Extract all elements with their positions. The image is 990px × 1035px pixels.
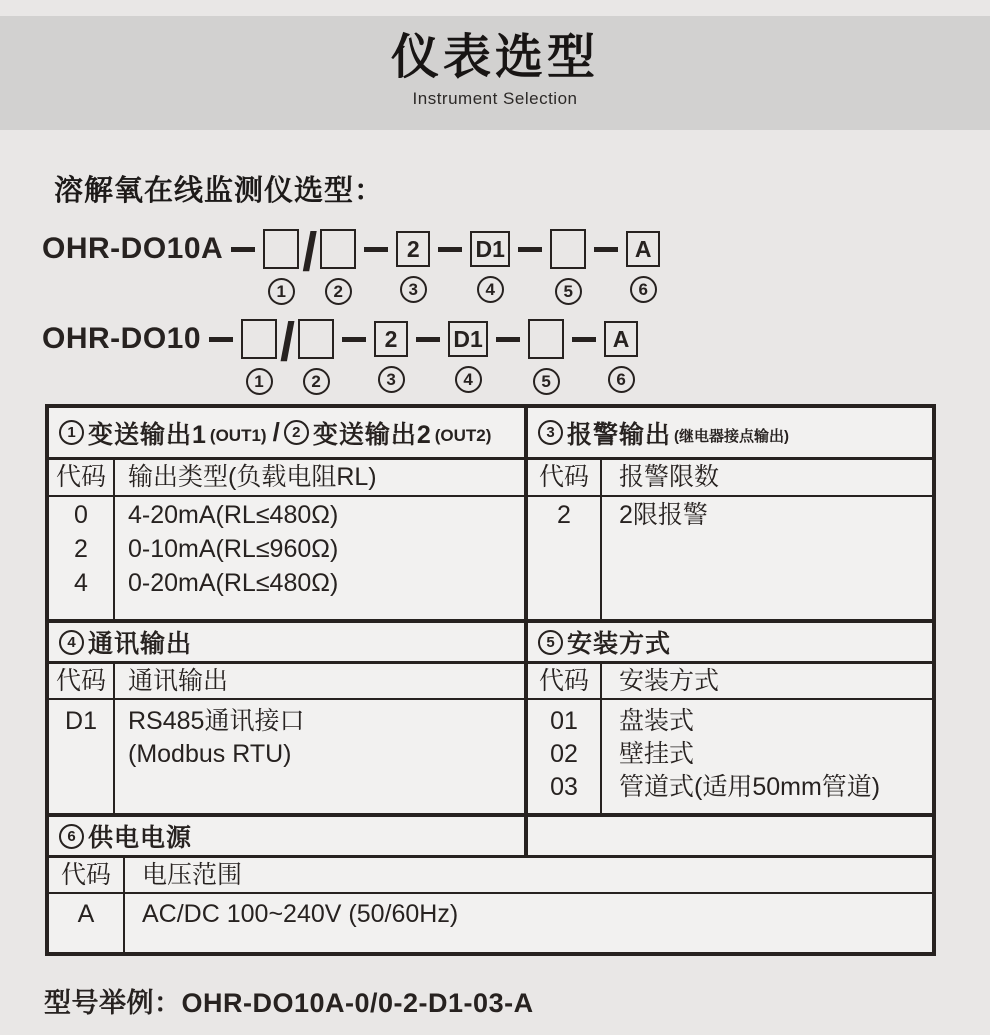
column-header-code: 代码 <box>49 460 115 495</box>
model-box-1 <box>263 229 299 269</box>
page-title: 仪表选型 <box>390 31 599 84</box>
section-label: 安装方式 <box>567 630 672 658</box>
circled-number-3: 3 <box>400 276 427 303</box>
model-box-4: D1 <box>448 321 488 357</box>
model-slot-1 <box>263 229 299 305</box>
code-value: 2 <box>74 535 88 563</box>
section-paren: (OUT1) <box>209 425 267 445</box>
circled-number-1: 1 <box>246 368 273 395</box>
circled-number-2: 2 <box>325 278 352 305</box>
desc-value: 4-20mA(RL≤480Ω) <box>128 501 339 529</box>
circled-6-icon: 6 <box>59 824 84 849</box>
table-row-body-1 <box>49 497 932 623</box>
model-slot-3 <box>374 319 408 393</box>
model-slot-6 <box>604 319 638 393</box>
section-label: 变送输出1 <box>88 420 207 449</box>
column-header-mounting: 安装方式 <box>619 667 720 695</box>
section-header-transmit-output <box>49 408 524 457</box>
table-row-column-headers-3 <box>49 858 932 894</box>
circled-number-2: 2 <box>303 368 330 395</box>
code-value: 02 <box>550 740 578 768</box>
code-cell-column <box>528 700 602 813</box>
model-line-ohr-do10a <box>42 222 660 305</box>
model-box-6: A <box>626 231 660 267</box>
desc-value: 0-10mA(RL≤960Ω) <box>128 535 339 563</box>
selection-table <box>45 404 936 956</box>
code-value: D1 <box>65 707 97 735</box>
code-value: 03 <box>550 773 578 801</box>
circled-number-1: 1 <box>268 278 295 305</box>
section-paren: (OUT2) <box>434 425 492 445</box>
circled-number-4: 4 <box>455 366 482 393</box>
dash-separator <box>518 247 542 252</box>
section-header-alarm-output <box>524 408 932 457</box>
circled-number-3: 3 <box>378 366 405 393</box>
code-cell-column <box>49 497 115 619</box>
model-slot-2 <box>320 229 356 305</box>
model-slot-6 <box>626 229 660 303</box>
model-box-1 <box>241 319 277 359</box>
table-row-section-headers-2 <box>49 623 932 664</box>
code-value: A <box>77 900 95 928</box>
column-header-code: 代码 <box>49 858 125 892</box>
slash-separator: / <box>272 417 280 447</box>
model-box-3: 2 <box>396 231 430 267</box>
desc-cell-column <box>602 497 932 619</box>
model-box-3: 2 <box>374 321 408 357</box>
model-name: OHR-DO10A <box>42 232 224 265</box>
model-box-5 <box>528 319 564 359</box>
page-subtitle: Instrument Selection <box>412 89 578 108</box>
model-example <box>44 981 534 1020</box>
model-name: OHR-DO10 <box>42 322 202 355</box>
desc-value: 盘装式 <box>619 707 695 735</box>
model-example-label: 型号举例： <box>44 988 182 1018</box>
model-box-5 <box>550 229 586 269</box>
circled-number-4: 4 <box>477 276 504 303</box>
circled-number-5: 5 <box>533 368 560 395</box>
slash-separator: / <box>280 312 296 372</box>
model-box-2 <box>298 319 334 359</box>
model-slot-5 <box>550 229 586 305</box>
table-row-section-headers-1 <box>49 408 932 460</box>
desc-value: 0-20mA(RL≤480Ω) <box>128 569 339 597</box>
desc-value: AC/DC 100~240V (50/60Hz) <box>142 900 459 928</box>
table-row-section-header-3 <box>49 817 932 858</box>
dash-separator <box>438 247 462 252</box>
circled-5-icon: 5 <box>538 630 563 655</box>
model-slot-4 <box>448 319 488 393</box>
code-cell-column <box>528 497 602 619</box>
column-header-voltage-range: 电压范围 <box>142 861 243 889</box>
desc-cell-column <box>115 497 524 619</box>
table-row-column-headers-2 <box>49 664 932 700</box>
desc-cell-column <box>602 700 932 813</box>
circled-4-icon: 4 <box>59 630 84 655</box>
dash-separator <box>209 337 233 342</box>
model-box-6: A <box>604 321 638 357</box>
desc-value: 2限报警 <box>619 501 708 529</box>
code-value: 4 <box>74 569 88 597</box>
circled-number-5: 5 <box>555 278 582 305</box>
model-line-ohr-do10 <box>42 312 638 395</box>
desc-cell-column <box>125 894 932 952</box>
dash-separator <box>231 247 255 252</box>
dash-separator <box>572 337 596 342</box>
circled-2-icon: 2 <box>284 420 309 445</box>
title-band <box>0 16 990 130</box>
column-header-code: 代码 <box>528 460 602 495</box>
model-slot-1 <box>241 319 277 395</box>
model-box-2 <box>320 229 356 269</box>
section-label: 变送输出2 <box>312 420 432 449</box>
section-label: 供电电源 <box>88 824 193 852</box>
section-label: 报警输出 <box>567 420 672 449</box>
model-box-4: D1 <box>470 231 510 267</box>
dash-separator <box>416 337 440 342</box>
dash-separator <box>364 247 388 252</box>
code-value: 0 <box>74 501 88 529</box>
section-header-power-supply <box>49 817 524 855</box>
model-slot-5 <box>528 319 564 395</box>
desc-cell-column <box>115 700 524 813</box>
section-paren: (继电器接点输出) <box>674 428 790 445</box>
dash-separator <box>496 337 520 342</box>
code-value: 01 <box>550 707 578 735</box>
table-row-column-headers-1 <box>49 460 932 497</box>
code-cell-column <box>49 700 115 813</box>
slash-separator: / <box>302 222 318 282</box>
table-row-body-2 <box>49 700 932 817</box>
section-header-comm-output <box>49 623 524 661</box>
model-example-value: OHR-DO10A-0/0-2-D1-03-A <box>181 988 534 1018</box>
model-slot-3 <box>396 229 430 303</box>
column-header-code: 代码 <box>49 664 115 698</box>
section-header-mounting <box>524 623 932 661</box>
table-row-body-3 <box>49 894 932 952</box>
code-cell-column <box>49 894 125 952</box>
circled-number-6: 6 <box>630 276 657 303</box>
desc-value: (Modbus RTU) <box>128 740 292 768</box>
dash-separator <box>594 247 618 252</box>
column-header-comm-output: 通讯输出 <box>128 667 229 695</box>
column-header-code: 代码 <box>528 664 602 698</box>
desc-value: RS485通讯接口 <box>128 707 305 735</box>
column-header-output-type: 输出类型(负载电阻RL) <box>128 463 377 491</box>
dash-separator <box>342 337 366 342</box>
section-heading: 溶解氧在线监测仪选型： <box>54 175 385 207</box>
column-header-alarm-limits: 报警限数 <box>619 463 720 491</box>
circled-3-icon: 3 <box>538 420 563 445</box>
code-value: 2 <box>557 501 571 529</box>
circled-number-6: 6 <box>608 366 635 393</box>
model-slot-2 <box>298 319 334 395</box>
circled-1-icon: 1 <box>59 420 84 445</box>
section-label: 通讯输出 <box>88 630 193 658</box>
desc-value: 管道式(适用50mm管道) <box>619 773 881 801</box>
empty-section-cell <box>524 817 932 855</box>
desc-value: 壁挂式 <box>619 740 695 768</box>
model-slot-4 <box>470 229 510 303</box>
